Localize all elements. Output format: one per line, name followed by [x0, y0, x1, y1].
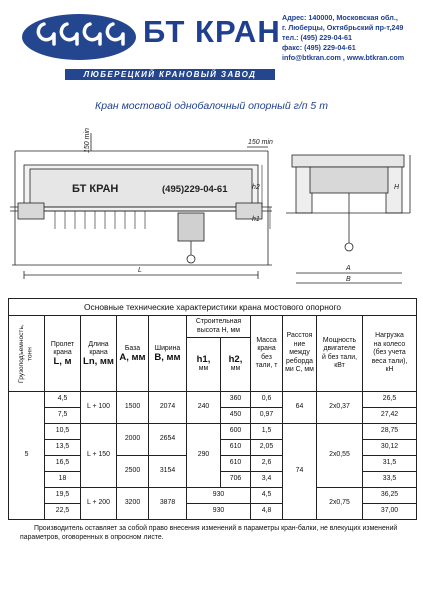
side-view	[286, 155, 410, 283]
header-load: Нагрузка на колесо (без учета веса тали), кН	[363, 316, 417, 392]
cell-h1: 290	[187, 424, 221, 488]
logo-mark-icon	[20, 12, 138, 62]
cell-power: 2x0,55	[317, 424, 363, 488]
header-subtitle: ЛЮБЕРЕЦКИЙ КРАНОВЫЙ ЗАВОД	[65, 69, 275, 80]
cell-length: L + 200	[81, 488, 117, 520]
dim-B: B	[346, 276, 351, 283]
front-view	[10, 133, 272, 279]
table-row-mass: 0,6	[251, 392, 283, 408]
table-row-load: 26,5	[363, 392, 417, 408]
table-row-span: 19,5	[45, 488, 81, 504]
cell-width: 3878	[149, 488, 187, 520]
header-span: Пролет крана L, м	[45, 316, 81, 392]
logo-text: БТ КРАН	[143, 14, 281, 49]
table-row-span: 13,5	[45, 440, 81, 456]
cell-base: 3200	[117, 488, 149, 520]
contact-fax: факс: (495) 229-04-61	[282, 43, 356, 52]
table-caption: Основные технические характеристики крана мостового опорного	[9, 299, 417, 316]
cell-length: L + 100	[81, 392, 117, 424]
table-row-mass: 3,4	[251, 472, 283, 488]
cell-base: 2000	[117, 424, 149, 456]
table-row-h2: 706	[221, 472, 251, 488]
contacts	[282, 13, 422, 63]
table-row-h2: 600	[221, 424, 251, 440]
cell-distance: 64	[283, 392, 317, 424]
table-row-load: 37,00	[363, 504, 417, 520]
contact-phone: тел.: (495) 229-04-61	[282, 33, 353, 42]
dim-h1: h1	[252, 216, 260, 223]
header-height: Строительная высота H, мм	[187, 316, 251, 338]
page-title: Кран мостовой однобалочный опорный г/п 5 т	[95, 100, 328, 112]
footer-note: Производитель оставляет за собой право внесения изменений в параметры кран-балки, не влекущих изменений параметров, оговоренных в опросном листе.	[20, 525, 398, 541]
cell-H: 930	[187, 504, 251, 520]
header-h1: h1, мм	[187, 338, 221, 392]
header-mass: Масса крана без тали, т	[251, 316, 283, 392]
table-row-h2: 610	[221, 456, 251, 472]
header-base: База A, мм	[117, 316, 149, 392]
table-row-load: 31,5	[363, 456, 417, 472]
dim-L: L	[138, 267, 142, 274]
table-row-span: 10,5	[45, 424, 81, 440]
table-row-h2: 610	[221, 440, 251, 456]
cell-power: 2x0,37	[317, 392, 363, 424]
table-row-span: 7,5	[45, 408, 81, 424]
crane-drawing	[10, 125, 415, 290]
dim-150-right: 150 min	[248, 139, 273, 146]
dim-h2: h2	[252, 184, 260, 191]
dim-150-top: 150 min	[84, 128, 91, 153]
table-row-mass: 0,97	[251, 408, 283, 424]
table-row-span: 4,5	[45, 392, 81, 408]
table-row-h2: 360	[221, 392, 251, 408]
table-row-span: 18	[45, 472, 81, 488]
header	[0, 0, 423, 88]
cell-base: 1500	[117, 392, 149, 424]
table-row-mass: 2,6	[251, 456, 283, 472]
dim-H: H	[394, 184, 400, 191]
cell-H: 930	[187, 488, 251, 504]
header-capacity: Грузоподъемность, тонн	[9, 316, 45, 392]
contact-address-line2: г. Люберцы, Октябрьский пр-т,249	[282, 23, 404, 32]
table-row-mass: 1,5	[251, 424, 283, 440]
table-row-load: 30,12	[363, 440, 417, 456]
table-row-mass: 2,05	[251, 440, 283, 456]
cell-capacity: 5	[9, 392, 45, 520]
header-length: Длина крана Ln, мм	[81, 316, 117, 392]
table-row-load: 33,5	[363, 472, 417, 488]
table-row-span: 16,5	[45, 456, 81, 472]
contact-address-line1: Адрес: 140000, Московская обл.,	[282, 13, 398, 22]
dim-A: A	[346, 265, 351, 272]
header-power: Мощность двигателе й без тали, кВт	[317, 316, 363, 392]
table-row-mass: 4,5	[251, 488, 283, 504]
cell-h1: 240	[187, 392, 221, 424]
table-row-h2: 450	[221, 408, 251, 424]
cell-base: 2500	[117, 456, 149, 488]
cell-width: 2654	[149, 424, 187, 456]
header-distance: Расстоя ние между ребордa ми C, мм	[283, 316, 317, 392]
cell-power: 2x0,75	[317, 488, 363, 520]
table-row-load: 27,42	[363, 408, 417, 424]
table-row-span: 22,5	[45, 504, 81, 520]
table-row-load: 36,25	[363, 488, 417, 504]
beam-brand: БТ КРАН	[72, 183, 119, 195]
cell-length: L + 150	[81, 424, 117, 488]
beam-phone: (495)229-04-61	[162, 184, 228, 195]
cell-width: 3154	[149, 456, 187, 488]
table-row-mass: 4,8	[251, 504, 283, 520]
spec-table	[8, 298, 417, 520]
cell-distance: 74	[283, 424, 317, 520]
header-width: Ширина B, мм	[149, 316, 187, 392]
header-h2: h2, мм	[221, 338, 251, 392]
table-row-load: 28,75	[363, 424, 417, 440]
cell-width: 2074	[149, 392, 187, 424]
contact-email-web[interactable]: info@btkran.com , www.btkran.com	[282, 53, 405, 62]
